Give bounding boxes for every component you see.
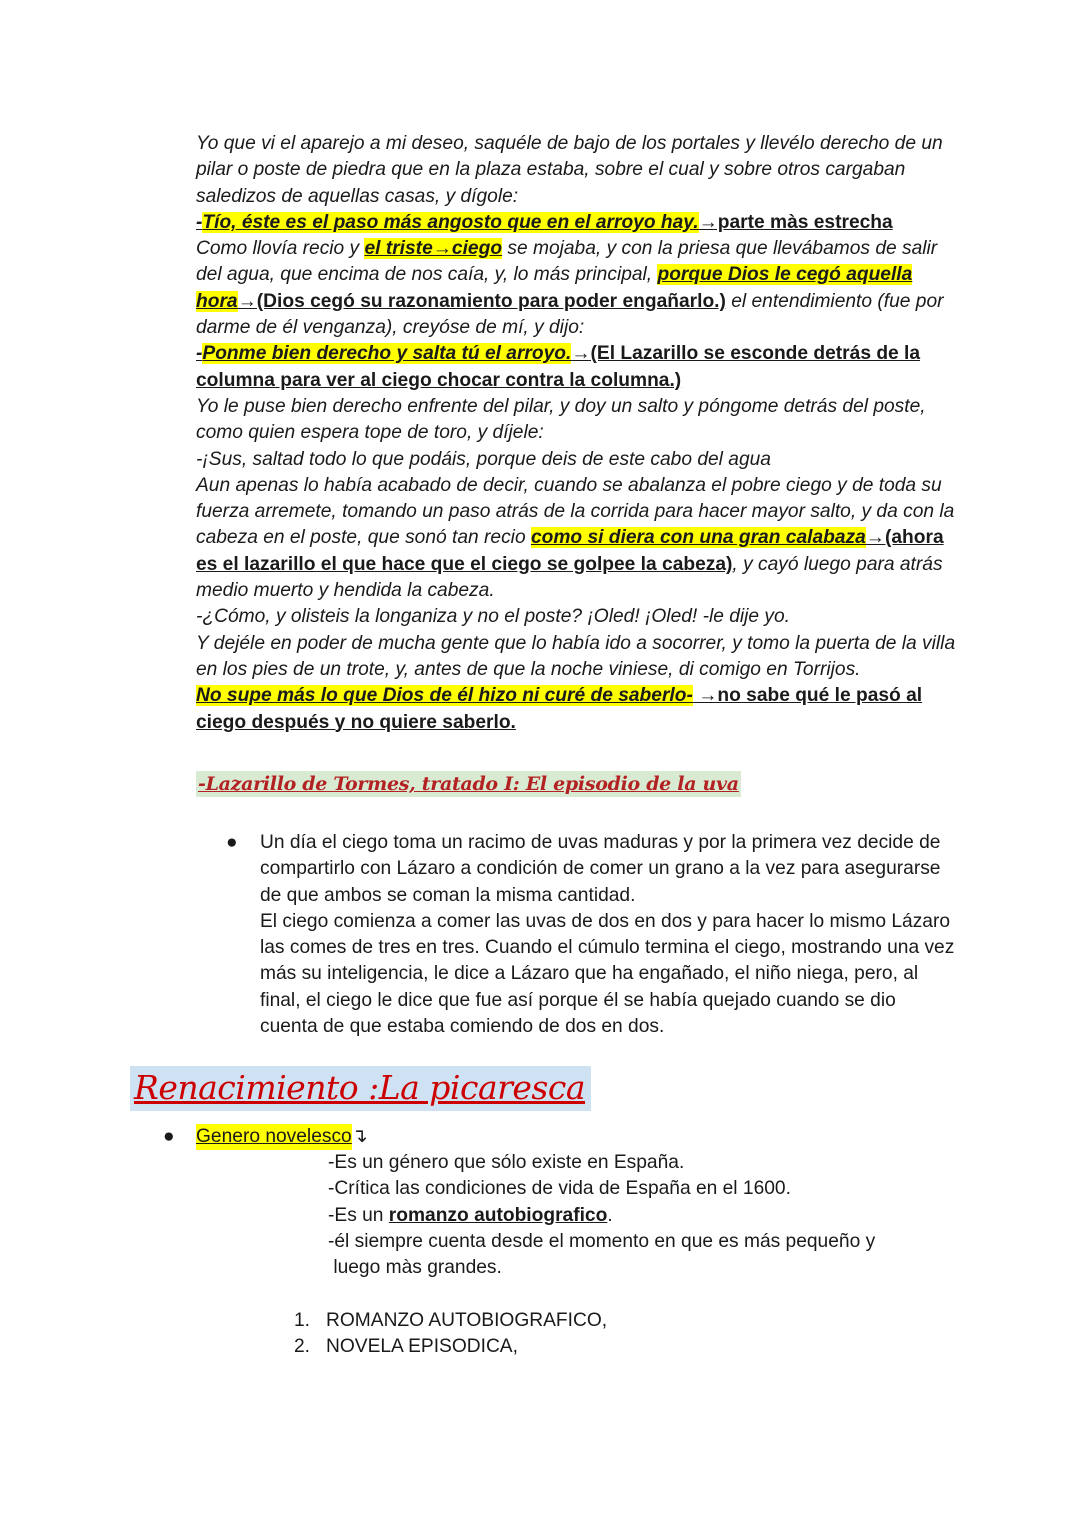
genre-details bbox=[328, 1150, 948, 1281]
closing-line bbox=[196, 683, 966, 736]
detail-line: -él siempre cuenta desde el momento en que es más pequeño y bbox=[328, 1230, 876, 1252]
annotation: →parte màs estrecha bbox=[698, 211, 893, 233]
numbered-list bbox=[294, 1308, 607, 1361]
genre-label: Genero novelesco bbox=[196, 1124, 352, 1150]
dialogue-line: -Ponme bien derecho y salta tú el arroyo.→(El Lazarillo se esconde detrás de la columna para ver al ciego chocar contra la columna.) bbox=[196, 343, 921, 391]
numbered-item: 1. ROMANZO AUTOBIOGRAFICO, bbox=[294, 1310, 608, 1331]
highlighted-phrase: porque Dios le cegó aquella hora bbox=[196, 264, 913, 312]
detail-line: -Es un género que sólo existe en España. bbox=[328, 1152, 685, 1173]
summary-list bbox=[226, 830, 956, 1040]
paragraph: Yo le puse bien derecho enfrente del pilar, y doy un salto y póngome detrás del poste, como quien espera tope de toro, y díjele: bbox=[196, 395, 926, 444]
paragraph: Yo que vi el aparejo a mi deseo, saquéle de bajo de los portales y llevélo derecho de un pilar o poste de piedra que en la plaza estaba, sobre el cual y sobre otros cargaban saledizos de aquellas casas, y dígole: bbox=[196, 133, 943, 207]
highlighted-phrase: el triste→ciego bbox=[364, 238, 503, 260]
lazarillo-excerpt bbox=[196, 131, 966, 736]
bullet-icon: ● bbox=[163, 1126, 175, 1147]
down-right-arrow-icon: ↴ bbox=[351, 1126, 368, 1147]
annotation: →(Dios cegó su razonamiento para poder engañarlo.) bbox=[237, 290, 726, 312]
highlighted-quote: Tío, éste es el paso más angosto que en el arroyo hay. bbox=[202, 211, 699, 233]
chapter-title: Renacimiento :La picaresca bbox=[130, 1066, 591, 1111]
highlighted-phrase: como si diera con una gran calabaza bbox=[530, 527, 866, 549]
numbered-item: 2. NOVELA EPISODICA, bbox=[294, 1336, 518, 1358]
summary-paragraph: Un día el ciego toma un racimo de uvas maduras y por la primera vez decide de compartirlo con Lázaro a condición de comer un grano a la vez para asegurarse de que ambos se coman la misma cantidad. bbox=[260, 832, 941, 906]
detail-line: -Crítica las condiciones de vida de España en el 1600. bbox=[328, 1178, 791, 1200]
dialogue-line: -¿Cómo, y olisteis la longaniza y no el poste? ¡Oled! ¡Oled! -le dije yo. bbox=[196, 606, 791, 628]
summary-paragraph: El ciego comienza a comer las uvas de dos en dos y para hacer lo mismo Lázaro las comes de tres en tres. Cuando el cúmulo termina el ciego, mostrando una vez más su inteligencia, le dice a Lázaro que ha engañado, el niño niega, pero, al final, el ciego le dice que fue así porque él se había quejado cuando se dio cuenta de que estaba comiendo de dos en dos. bbox=[260, 910, 955, 1038]
list-item bbox=[163, 1124, 368, 1150]
list-item bbox=[226, 830, 956, 1040]
detail-line: -Es un romanzo autobiografico. bbox=[328, 1204, 613, 1226]
section-heading: -Lazarillo de Tormes, tratado I: El episodio de la uva bbox=[198, 773, 739, 795]
detail-line: luego màs grandes. bbox=[328, 1257, 502, 1279]
highlighted-quote: Ponme bien derecho y salta tú el arroyo. bbox=[202, 343, 572, 365]
paragraph: Como llovía recio y el triste→ciego se mojaba, y con la priesa que llevábamos de salir del agua, que encima de nos caía, y, lo más principal, porque Dios le cegó aquella hora→(Dios cegó su razonamiento para poder engañarlo.) el entendimiento (fue por darme de él venganza), creyóse de mí, y dijo: bbox=[196, 238, 944, 339]
dialogue-line: -¡Sus, saltad todo lo que podáis, porque deis de este cabo del agua bbox=[196, 448, 771, 470]
bullet-icon: ● bbox=[226, 832, 238, 853]
annotation: →(El Lazarillo se esconde detrás de la columna para ver al ciego chocar contra la columna.) bbox=[196, 343, 921, 391]
highlighted-phrase: No supe más lo que Dios de él hizo ni curé de saberlo- bbox=[196, 685, 693, 707]
annotation: →no sabe qué le pasó al ciego después y no quiere saberlo. bbox=[196, 685, 923, 733]
dialogue-line: -Tío, éste es el paso más angosto que en el arroyo hay.→parte màs estrecha bbox=[196, 211, 893, 233]
paragraph: Y dejéle en poder de mucha gente que lo había ido a socorrer, y tomo la puerta de la villa en los pies de un trote, y, antes de que la noche viniese, di comigo en Torrijos. bbox=[196, 632, 956, 680]
annotation: →(ahora es el lazarillo el que hace que el ciego se golpee la cabeza) bbox=[196, 527, 944, 575]
paragraph: Aun apenas lo había acabado de decir, cuando se abalanza el pobre ciego y de toda su fuerza arremete, tomando un paso atrás de la corrida para hacer mayor salto, y da con la cabeza en el poste, que sonó tan recio como si diera con una gran calabaza→(ahora es el lazarillo el que hace que el ciego se golpee la cabeza), y cayó luego para atrás medio muerto y hendida la cabeza. bbox=[196, 474, 955, 602]
